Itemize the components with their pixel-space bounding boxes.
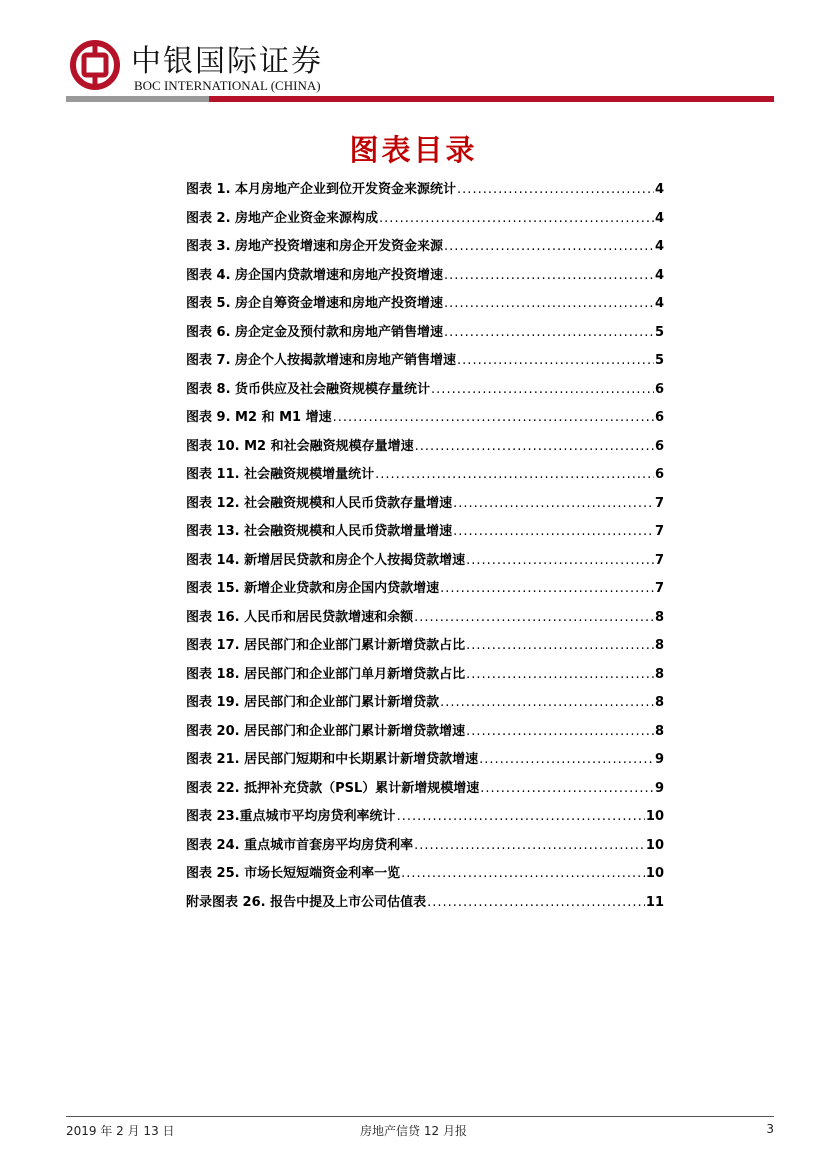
toc-entry-label: 图表 16. 人民币和居民贷款增速和余额 (186, 609, 414, 625)
toc-entry-label: 图表 3. 房地产投资增速和房企开发资金来源 (186, 239, 444, 254)
toc-entry-page: 11 (645, 894, 664, 910)
toc-entry-label: 图表 17. 居民部门和企业部门累计新增贷款占比 (186, 638, 466, 653)
toc-entry-page: 6 (654, 438, 664, 454)
toc-entry[interactable] (186, 577, 664, 606)
toc-entry-label: 图表 12. 社会融资规模和人民币贷款存量增速 (186, 495, 453, 511)
toc-entry-label: 图表 20. 居民部门和企业部门累计新增贷款增速 (186, 723, 466, 739)
toc-entry-label: 图表 21. 居民部门短期和中长期累计新增贷款增速 (186, 752, 479, 767)
toc-entry-page: 7 (654, 581, 664, 596)
toc-entry-page: 7 (654, 495, 664, 511)
toc-dot-leader (333, 410, 654, 425)
toc-entry-page: 6 (654, 381, 664, 397)
toc-dot-leader (466, 667, 654, 682)
toc-entry[interactable] (186, 720, 664, 749)
toc-dot-leader (427, 895, 645, 910)
toc-dot-leader (440, 581, 654, 596)
toc-dot-leader (444, 239, 654, 254)
toc-entry-page: 10 (645, 837, 664, 853)
toc-entry[interactable] (186, 663, 664, 692)
toc-dot-leader (414, 838, 645, 853)
toc-entry-label: 图表 2. 房地产企业资金来源构成 (186, 210, 379, 226)
toc-entry[interactable] (186, 463, 664, 492)
footer-rule (66, 1116, 774, 1117)
footer-date: 2019 年 2 月 13 日 (66, 1124, 175, 1138)
toc-entry-page: 10 (645, 866, 664, 881)
toc-entry-label: 图表 6. 房企定金及预付款和房地产销售增速 (186, 324, 444, 340)
toc-entry[interactable] (186, 748, 664, 777)
toc-entry[interactable] (186, 492, 664, 521)
table-of-figures (186, 178, 664, 919)
toc-entry[interactable] (186, 292, 664, 321)
toc-entry[interactable] (186, 606, 664, 635)
toc-dot-leader (431, 382, 654, 397)
toc-entry[interactable] (186, 777, 664, 806)
toc-entry[interactable] (186, 891, 664, 920)
toc-entry-page: 6 (654, 467, 664, 482)
toc-dot-leader (466, 638, 654, 653)
header-rule-grey (66, 96, 209, 102)
toc-dot-leader (457, 353, 654, 368)
toc-dot-leader (453, 524, 654, 539)
toc-entry-label: 图表 19. 居民部门和企业部门累计新增贷款 (186, 695, 440, 710)
brand-name-english: BOC INTERNATIONAL (CHINA) (134, 78, 321, 93)
toc-entry-page: 4 (654, 239, 664, 254)
header-rule-red (209, 96, 774, 102)
toc-dot-leader (401, 866, 645, 881)
toc-entry-page: 9 (654, 752, 664, 767)
toc-dot-leader (414, 610, 654, 625)
toc-entry-page: 5 (654, 324, 664, 340)
toc-entry-page: 4 (654, 267, 664, 283)
toc-entry-label: 图表 15. 新增企业贷款和房企国内贷款增速 (186, 581, 440, 596)
toc-entry-label: 图表 24. 重点城市首套房平均房贷利率 (186, 837, 414, 853)
toc-entry-page: 7 (654, 524, 664, 539)
toc-entry-label: 图表 4. 房企国内贷款增速和房地产投资增速 (186, 267, 444, 283)
toc-entry-label: 图表 25. 市场长短短端资金利率一览 (186, 866, 401, 881)
toc-entry-page: 7 (654, 552, 664, 568)
toc-dot-leader (480, 781, 654, 796)
toc-entry[interactable] (186, 805, 664, 834)
toc-entry-label: 图表 22. 抵押补充贷款（PSL）累计新增规模增速 (186, 780, 480, 796)
toc-title: 图表目录 (349, 133, 478, 167)
toc-entry[interactable] (186, 264, 664, 293)
toc-entry-label: 图表 7. 房企个人按揭款增速和房地产销售增速 (186, 353, 457, 368)
toc-entry[interactable] (186, 406, 664, 435)
toc-entry-page: 4 (654, 296, 664, 311)
toc-dot-leader (444, 325, 654, 340)
toc-entry-page: 8 (654, 695, 664, 710)
toc-entry-label: 图表 13. 社会融资规模和人民币贷款增量增速 (186, 524, 453, 539)
toc-entry-page: 9 (654, 780, 664, 796)
toc-entry-label: 图表 8. 货币供应及社会融资规模存量统计 (186, 381, 431, 397)
toc-entry-page: 8 (654, 609, 664, 625)
toc-entry[interactable] (186, 520, 664, 549)
toc-entry-label: 图表 10. M2 和社会融资规模存量增速 (186, 438, 414, 454)
toc-dot-leader (453, 496, 654, 511)
footer-report-title: 房地产信贷 12 月报 (360, 1124, 467, 1138)
toc-entry-page: 4 (654, 182, 664, 197)
toc-entry-page: 10 (645, 809, 664, 824)
toc-entry-label: 图表 9. M2 和 M1 增速 (186, 410, 332, 425)
toc-entry-page: 5 (654, 353, 664, 368)
toc-entry[interactable] (186, 549, 664, 578)
toc-entry-label: 图表 5. 房企自筹资金增速和房地产投资增速 (186, 296, 444, 311)
page-header (0, 0, 827, 104)
toc-entry[interactable] (186, 349, 664, 378)
toc-entry[interactable] (186, 691, 664, 720)
toc-entry-page: 4 (654, 210, 664, 226)
toc-dot-leader (379, 211, 654, 226)
toc-entry-label: 附录图表 26. 报告中提及上市公司估值表 (186, 894, 427, 910)
toc-entry[interactable] (186, 862, 664, 891)
toc-dot-leader (440, 695, 654, 710)
toc-entry-label: 图表 11. 社会融资规模增量统计 (186, 467, 375, 482)
toc-entry-page: 6 (654, 410, 664, 425)
toc-entry-label: 图表 1. 本月房地产企业到位开发资金来源统计 (186, 182, 457, 197)
toc-entry[interactable] (186, 834, 664, 863)
toc-entry[interactable] (186, 321, 664, 350)
toc-dot-leader (444, 296, 654, 311)
footer-page-number: 3 (766, 1122, 774, 1136)
toc-dot-leader (466, 724, 654, 739)
toc-entry-label: 图表 18. 居民部门和企业部门单月新增贷款占比 (186, 666, 466, 682)
boc-logo-icon (70, 40, 120, 90)
brand-name-chinese: 中银国际证券 (131, 44, 323, 79)
toc-entry-label: 图表 14. 新增居民贷款和房企个人按揭贷款增速 (186, 552, 466, 568)
toc-dot-leader (397, 809, 645, 824)
toc-dot-leader (375, 467, 654, 482)
toc-entry[interactable] (186, 235, 664, 264)
toc-entry[interactable] (186, 634, 664, 663)
toc-dot-leader (444, 268, 654, 283)
toc-entry-label: 图表 23.重点城市平均房贷利率统计 (186, 809, 396, 824)
toc-dot-leader (457, 182, 654, 197)
toc-entry-page: 8 (654, 666, 664, 682)
toc-entry[interactable] (186, 207, 664, 236)
toc-dot-leader (466, 553, 654, 568)
toc-entry[interactable] (186, 435, 664, 464)
toc-entry[interactable] (186, 178, 664, 207)
toc-entry-page: 8 (654, 723, 664, 739)
toc-dot-leader (415, 439, 654, 454)
toc-entry-page: 8 (654, 638, 664, 653)
toc-entry[interactable] (186, 378, 664, 407)
toc-dot-leader (479, 752, 654, 767)
